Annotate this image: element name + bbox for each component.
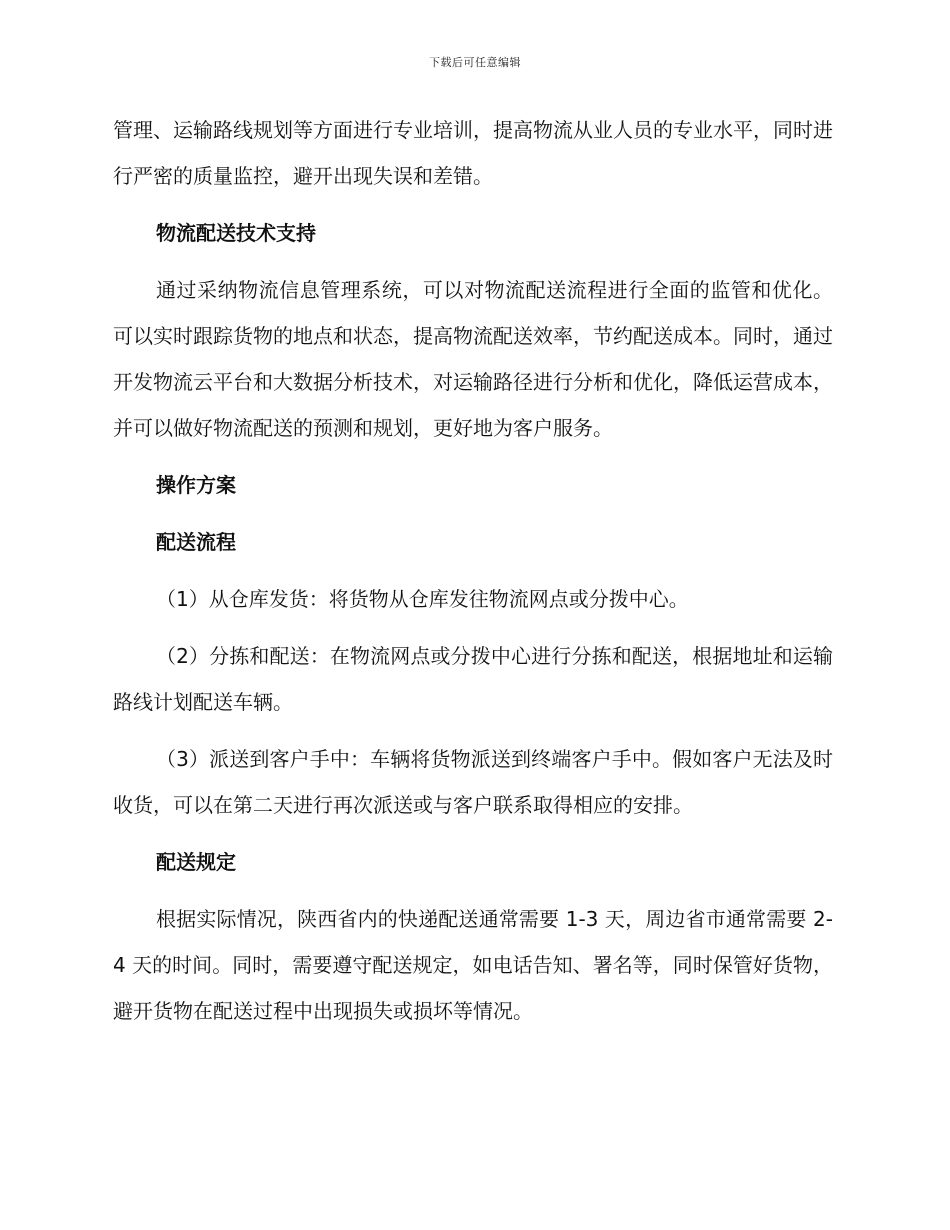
document-body: [113, 107, 833, 1045]
heading-delivery-process: 配送流程: [156, 530, 236, 554]
heading-tech-support: 物流配送技术支持: [156, 221, 316, 245]
header-note: 下载后可任意编辑: [429, 56, 521, 69]
step-1: （1）从仓库发货：将货物从仓库发往物流网点或分拨中心。: [156, 587, 689, 611]
paragraph-delivery-rules: 根据实际情况，陕西省内的快递配送通常需要 1-3 天，周边省市通常需要 2-4 天的时间。同时，需要遵守配送规定，如电话告知、署名等，同时保管好货物，避开货物在配送过程中出现损失或损坏等情况。: [113, 907, 833, 1023]
heading-operation-plan: 操作方案: [156, 473, 236, 497]
step-3: （3）派送到客户手中：车辆将货物派送到终端客户手中。假如客户无法及时收货，可以在第二天进行再次派送或与客户联系取得相应的安排。: [113, 747, 833, 817]
paragraph-tech-support: 通过采纳物流信息管理系统，可以对物流配送流程进行全面的监管和优化。可以实时跟踪货物的地点和状态，提高物流配送效率，节约配送成本。同时，通过开发物流云平台和大数据分析技术，对运输路径进行分析和优化，降低运营成本，并可以做好物流配送的预测和规划，更好地为客户服务。: [113, 278, 833, 440]
heading-delivery-rules: 配送规定: [156, 850, 236, 874]
step-2: （2）分拣和配送：在物流网点或分拨中心进行分拣和配送，根据地址和运输路线计划配送车辆。: [113, 644, 833, 714]
paragraph-training: 管理、运输路线规划等方面进行专业培训，提高物流从业人员的专业水平，同时进行严密的质量监控，避开出现失误和差错。: [113, 118, 833, 188]
